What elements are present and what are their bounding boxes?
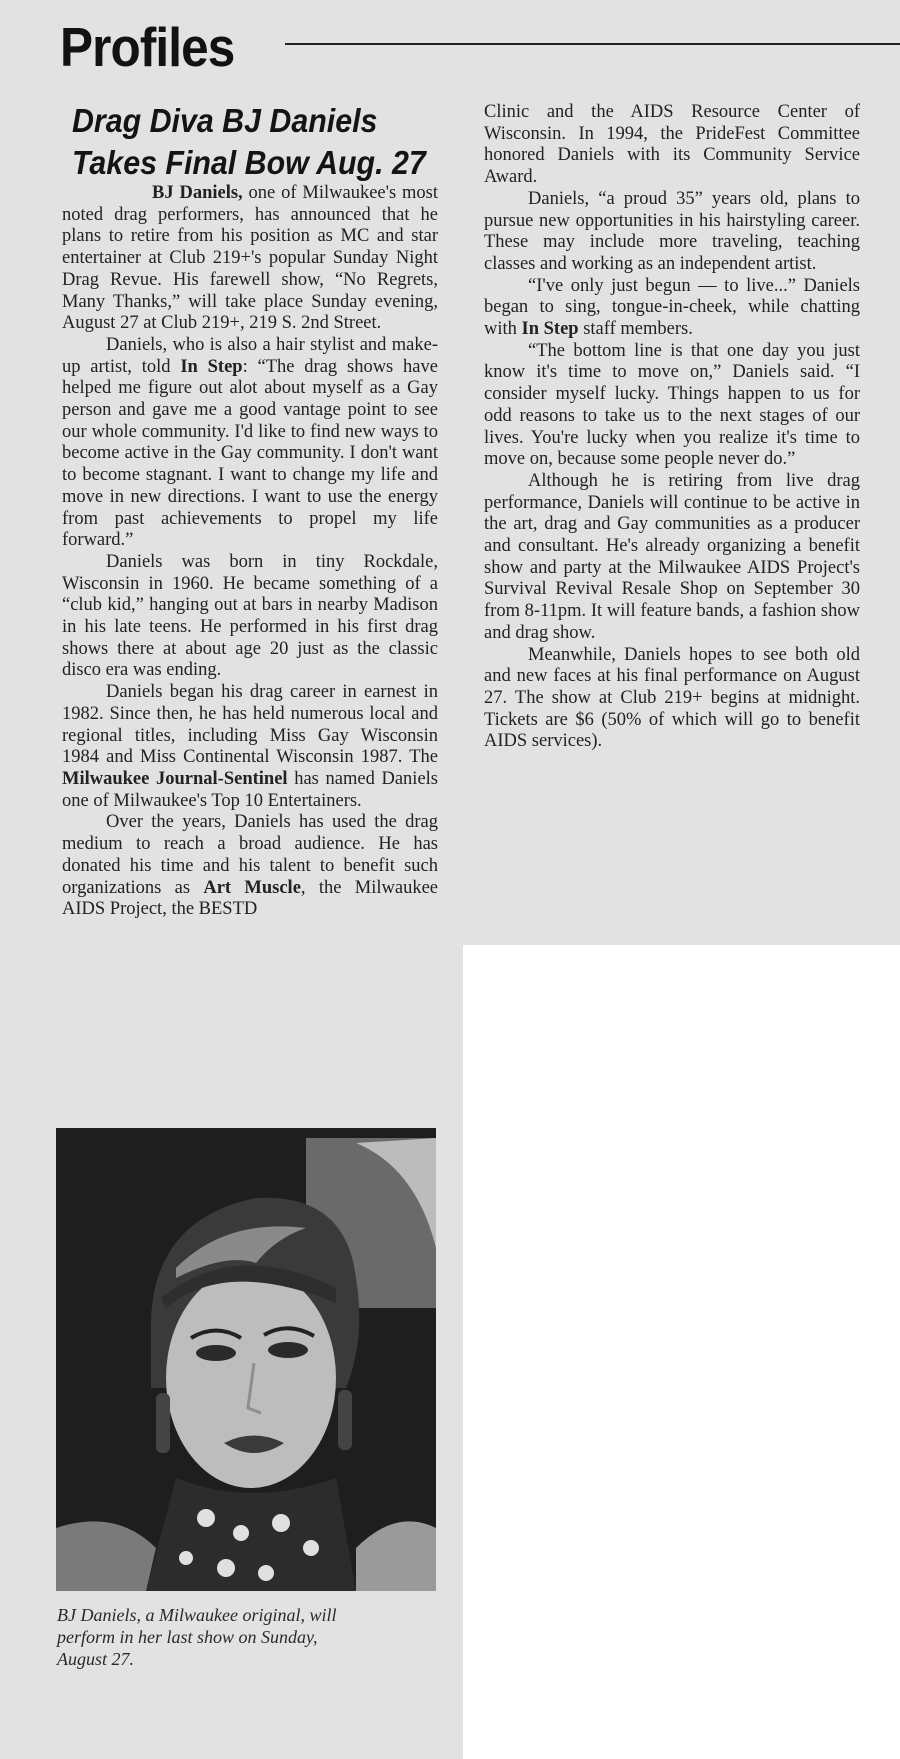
section-title: Profiles: [60, 16, 235, 78]
bold-publication: In Step: [521, 319, 579, 340]
headline-line-2: Takes Final Bow Aug. 27: [72, 144, 426, 181]
article-column-1: [62, 183, 438, 921]
text-run: one of Milwaukee's most noted drag performers, has announced that he plans to retire from his position as MC and star entertainer at Club 219+'s popular Sunday Night Drag Revue. His farewell show, “No Regrets, Many Thanks,” will take place Sunday evening, August 27 at Club 219+, 219 S. 2nd Street.: [62, 183, 438, 334]
paragraph: [62, 682, 438, 812]
section-rule: [285, 43, 900, 45]
paragraph: Meanwhile, Daniels hopes to see both old and new faces at his final performance on August 27. The show at Club 219+ begins at midnight. Tickets are $6 (50% of which will go to benefit AIDS services).: [484, 644, 860, 752]
text-run: , the Milwaukee AIDS Project, the BESTD: [62, 877, 438, 920]
paragraph: [62, 335, 438, 552]
text-run: Daniels began his drag career in earnest in 1982. Since then, he has held numerous local and regional titles, including Miss Gay Wisconsin 1984 and Miss Continental Wisconsin 1987. The: [62, 682, 438, 768]
paragraph: [62, 812, 438, 921]
paragraph: [62, 183, 438, 335]
article-column-2: [484, 102, 860, 753]
text-run: : “The drag shows have helped me figure out alot about myself as a Gay person and gave me a good vantage point to see our whole community. I'd like to find new ways to become active in the Gay community. I don't want to become stagnant. I want to change my life and move in new directions. I want to use the energy from past achievements to propel my life forward.”: [62, 356, 438, 551]
bold-publication: In Step: [180, 356, 243, 377]
bold-organization: Art Muscle: [203, 877, 301, 898]
portrait-photo: [56, 1128, 436, 1591]
paragraph: Clinic and the AIDS Resource Center of Wisconsin. In 1994, the PrideFest Committee honored Daniels with its Community Service Award.: [484, 102, 860, 188]
bold-name: BJ Daniels,: [152, 183, 243, 203]
bold-publication: Milwaukee Journal-Sentinel: [62, 768, 288, 789]
article-headline: [72, 100, 426, 184]
text-run: Over the years, Daniels has used the drag medium to reach a broad audience. He has donated his time and his talent to benefit such organizations as: [62, 812, 438, 898]
section-header: [60, 12, 900, 82]
caption-line-1: BJ Daniels, a Milwaukee original, will: [57, 1605, 337, 1625]
paragraph: [484, 276, 860, 341]
text-run: “I've only just begun — to live...” Daniels began to sing, tongue-in-cheek, while chatting with: [484, 275, 860, 340]
text-run: has named Daniels one of Milwaukee's Top 10 Entertainers.: [62, 768, 438, 811]
paragraph: “The bottom line is that one day you just know it's time to move on,” Daniels said. “I consider myself lucky. Things happen to us for odd reasons to take us to the next stages of our lives. You're lucky when you realize it's time to move on, because some people never do.”: [484, 340, 860, 470]
paragraph: Although he is retiring from live drag performance, Daniels will continue to be active in the art, drag and Gay communities as a producer and consultant. He's already organizing a benefit show and party at the Milwaukee AIDS Project's Survival Revival Resale Shop on September 30 from 8-11pm. It will feature bands, a fashion show and drag show.: [484, 470, 860, 643]
paragraph: Daniels was born in tiny Rockdale, Wisconsin in 1960. He became something of a “club kid,” hanging out at bars in nearby Madison in his late teens. He performed in his first drag shows there at about age 20 just as the classic disco era was ending.: [62, 551, 438, 681]
headline-line-1: Drag Diva BJ Daniels: [72, 102, 378, 139]
caption-line-3: August 27.: [57, 1649, 135, 1669]
text-run: Daniels, who is also a hair stylist and make-up artist, told: [62, 334, 438, 377]
text-run: staff members.: [578, 319, 693, 340]
photo-caption: [57, 1604, 437, 1670]
paragraph: Daniels, “a proud 35” years old, plans to pursue new opportunities in his hairstyling career. These may include more traveling, teaching classes and working as an independent artist.: [484, 188, 860, 274]
caption-line-2: perform in her last show on Sunday,: [57, 1627, 318, 1647]
portrait-illustration: [56, 1128, 436, 1591]
